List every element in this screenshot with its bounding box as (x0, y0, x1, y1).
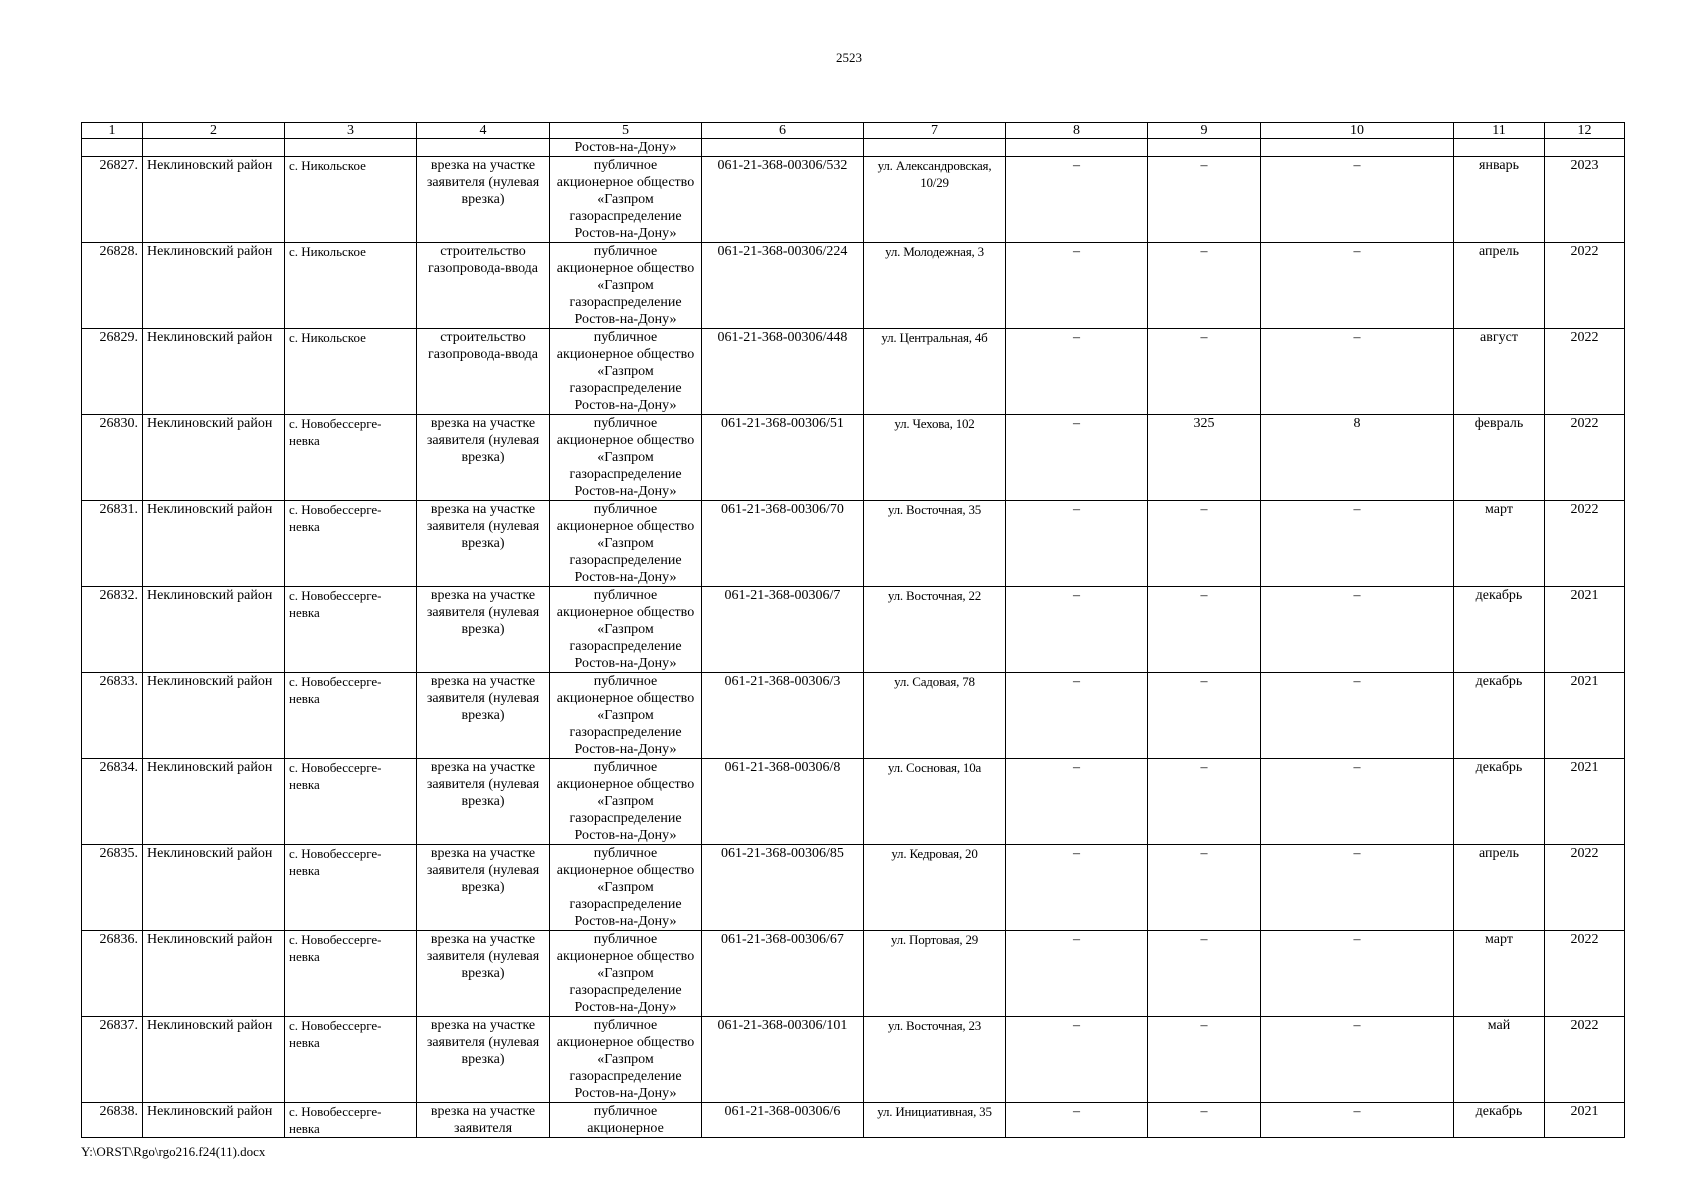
month-cell: май (1454, 1017, 1545, 1103)
column-8-cell: – (1006, 1103, 1148, 1138)
month-cell: январь (1454, 157, 1545, 243)
district-cell: Неклиновский район (143, 673, 285, 759)
column-header-10: 10 (1261, 123, 1454, 139)
address-cell: ул. Кедровая, 20 (864, 845, 1006, 931)
settlement-cell: с. Новобессерге-невка (285, 415, 417, 501)
table-row (82, 587, 1625, 673)
table-row (82, 1103, 1625, 1138)
row-number-cell: 26828. (82, 243, 143, 329)
settlement-cell: с. Новобессерге-невка (285, 673, 417, 759)
column-8-cell: – (1006, 1017, 1148, 1103)
continuation-cell (1006, 139, 1148, 157)
table-row (82, 845, 1625, 931)
column-8-cell: – (1006, 157, 1148, 243)
column-8-cell: – (1006, 759, 1148, 845)
contract-number-cell: 061-21-368-00306/8 (702, 759, 864, 845)
row-number-cell: 26836. (82, 931, 143, 1017)
table-row (82, 759, 1625, 845)
contract-number-cell: 061-21-368-00306/67 (702, 931, 864, 1017)
district-cell: Неклиновский район (143, 157, 285, 243)
settlement-cell: с. Новобессерге-невка (285, 931, 417, 1017)
year-cell: 2021 (1545, 759, 1625, 845)
district-cell: Неклиновский район (143, 845, 285, 931)
continuation-cell (1148, 139, 1261, 157)
column-10-cell: 8 (1261, 415, 1454, 501)
column-8-cell: – (1006, 587, 1148, 673)
year-cell: 2022 (1545, 931, 1625, 1017)
row-number-cell: 26838. (82, 1103, 143, 1138)
column-10-cell: – (1261, 931, 1454, 1017)
year-cell: 2022 (1545, 1017, 1625, 1103)
column-10-cell: – (1261, 759, 1454, 845)
column-number-header-row (82, 123, 1625, 139)
district-cell: Неклиновский район (143, 587, 285, 673)
settlement-cell: с. Никольское (285, 157, 417, 243)
table-row (82, 329, 1625, 415)
column-header-3: 3 (285, 123, 417, 139)
owner-cell: публичное акционерное общество «Газпром газораспределение Ростов-на-Дону» (550, 243, 702, 329)
column-10-cell: – (1261, 1017, 1454, 1103)
work-type-cell: врезка на участке заявителя (нулевая врезка) (417, 1017, 550, 1103)
column-9-cell: – (1148, 157, 1261, 243)
continuation-cell (285, 139, 417, 157)
owner-cell: публичное акционерное общество «Газпром газораспределение Ростов-на-Дону» (550, 329, 702, 415)
table-row (82, 673, 1625, 759)
address-cell: ул. Садовая, 78 (864, 673, 1006, 759)
column-8-cell: – (1006, 845, 1148, 931)
continuation-cell (864, 139, 1006, 157)
column-10-cell: – (1261, 845, 1454, 931)
address-cell: ул. Чехова, 102 (864, 415, 1006, 501)
row-number-cell: 26832. (82, 587, 143, 673)
settlement-cell: с. Новобессерге-невка (285, 759, 417, 845)
column-9-cell: – (1148, 501, 1261, 587)
column-9-cell: – (1148, 1103, 1261, 1138)
table-row (82, 243, 1625, 329)
column-8-cell: – (1006, 329, 1148, 415)
contract-number-cell: 061-21-368-00306/7 (702, 587, 864, 673)
work-type-cell: строительство газопровода-ввода (417, 243, 550, 329)
continuation-cell (702, 139, 864, 157)
column-header-7: 7 (864, 123, 1006, 139)
contract-number-cell: 061-21-368-00306/532 (702, 157, 864, 243)
column-header-1: 1 (82, 123, 143, 139)
column-header-12: 12 (1545, 123, 1625, 139)
month-cell: декабрь (1454, 587, 1545, 673)
table-row (82, 931, 1625, 1017)
page-number: 2523 (836, 50, 862, 65)
column-9-cell: – (1148, 673, 1261, 759)
work-type-cell: врезка на участке заявителя (нулевая врезка) (417, 845, 550, 931)
column-10-cell: – (1261, 329, 1454, 415)
column-9-cell: – (1148, 587, 1261, 673)
year-cell: 2021 (1545, 673, 1625, 759)
column-9-cell: – (1148, 329, 1261, 415)
district-cell: Неклиновский район (143, 329, 285, 415)
continuation-cell (1261, 139, 1454, 157)
district-cell: Неклиновский район (143, 1017, 285, 1103)
column-8-cell: – (1006, 931, 1148, 1017)
settlement-cell: с. Никольское (285, 243, 417, 329)
year-cell: 2021 (1545, 587, 1625, 673)
column-8-cell: – (1006, 673, 1148, 759)
year-cell: 2022 (1545, 329, 1625, 415)
contract-number-cell: 061-21-368-00306/51 (702, 415, 864, 501)
address-cell: ул. Восточная, 22 (864, 587, 1006, 673)
month-cell: февраль (1454, 415, 1545, 501)
continuation-cell (82, 139, 143, 157)
contract-number-cell: 061-21-368-00306/85 (702, 845, 864, 931)
table-row (82, 415, 1625, 501)
owner-cell: публичное акционерное общество «Газпром газораспределение Ростов-на-Дону» (550, 845, 702, 931)
month-cell: декабрь (1454, 1103, 1545, 1138)
month-cell: март (1454, 501, 1545, 587)
settlement-cell: с. Новобессерге-невка (285, 587, 417, 673)
row-number-cell: 26833. (82, 673, 143, 759)
work-type-cell: врезка на участке заявителя (нулевая врезка) (417, 587, 550, 673)
row-number-cell: 26835. (82, 845, 143, 931)
column-9-cell: 325 (1148, 415, 1261, 501)
column-10-cell: – (1261, 157, 1454, 243)
owner-cell: публичное акционерное общество «Газпром газораспределение Ростов-на-Дону» (550, 157, 702, 243)
column-header-9: 9 (1148, 123, 1261, 139)
owner-cell: публичное акционерное общество «Газпром газораспределение Ростов-на-Дону» (550, 931, 702, 1017)
contract-number-cell: 061-21-368-00306/3 (702, 673, 864, 759)
row-number-cell: 26827. (82, 157, 143, 243)
owner-cell: публичное акционерное общество «Газпром газораспределение Ростов-на-Дону» (550, 673, 702, 759)
work-type-cell: врезка на участке заявителя (нулевая врезка) (417, 759, 550, 845)
work-type-cell: врезка на участке заявителя (нулевая врезка) (417, 157, 550, 243)
year-cell: 2022 (1545, 243, 1625, 329)
settlement-cell: с. Новобессерге-невка (285, 1017, 417, 1103)
table-row (82, 1017, 1625, 1103)
row-number-cell: 26830. (82, 415, 143, 501)
column-9-cell: – (1148, 243, 1261, 329)
data-table (81, 122, 1625, 1138)
address-cell: ул. Восточная, 35 (864, 501, 1006, 587)
file-path-footer: Y:\ORST\Rgo\rgo216.f24(11).docx (81, 1144, 266, 1159)
column-9-cell: – (1148, 931, 1261, 1017)
address-cell: ул. Восточная, 23 (864, 1017, 1006, 1103)
address-cell: ул. Центральная, 4б (864, 329, 1006, 415)
column-header-8: 8 (1006, 123, 1148, 139)
continuation-owner-cell: Ростов-на-Дону» (550, 139, 702, 157)
column-header-6: 6 (702, 123, 864, 139)
column-header-4: 4 (417, 123, 550, 139)
column-header-11: 11 (1454, 123, 1545, 139)
column-10-cell: – (1261, 587, 1454, 673)
district-cell: Неклиновский район (143, 759, 285, 845)
contract-number-cell: 061-21-368-00306/448 (702, 329, 864, 415)
address-cell: ул. Молодежная, 3 (864, 243, 1006, 329)
month-cell: апрель (1454, 243, 1545, 329)
owner-cell: публичное акционерное (550, 1103, 702, 1138)
year-cell: 2022 (1545, 845, 1625, 931)
month-cell: апрель (1454, 845, 1545, 931)
work-type-cell: врезка на участке заявителя (нулевая врезка) (417, 501, 550, 587)
continuation-row (82, 139, 1625, 157)
column-10-cell: – (1261, 501, 1454, 587)
column-8-cell: – (1006, 501, 1148, 587)
continuation-cell (1545, 139, 1625, 157)
district-cell: Неклиновский район (143, 501, 285, 587)
contract-number-cell: 061-21-368-00306/224 (702, 243, 864, 329)
contract-number-cell: 061-21-368-00306/101 (702, 1017, 864, 1103)
contract-number-cell: 061-21-368-00306/70 (702, 501, 864, 587)
owner-cell: публичное акционерное общество «Газпром газораспределение Ростов-на-Дону» (550, 1017, 702, 1103)
table-row (82, 501, 1625, 587)
district-cell: Неклиновский район (143, 415, 285, 501)
year-cell: 2022 (1545, 415, 1625, 501)
column-8-cell: – (1006, 415, 1148, 501)
address-cell: ул. Александровская, 10/29 (864, 157, 1006, 243)
work-type-cell: врезка на участке заявителя (нулевая врезка) (417, 673, 550, 759)
year-cell: 2023 (1545, 157, 1625, 243)
month-cell: август (1454, 329, 1545, 415)
row-number-cell: 26837. (82, 1017, 143, 1103)
column-10-cell: – (1261, 243, 1454, 329)
month-cell: декабрь (1454, 759, 1545, 845)
address-cell: ул. Сосновая, 10а (864, 759, 1006, 845)
row-number-cell: 26829. (82, 329, 143, 415)
address-cell: ул. Портовая, 29 (864, 931, 1006, 1017)
year-cell: 2021 (1545, 1103, 1625, 1138)
column-9-cell: – (1148, 1017, 1261, 1103)
district-cell: Неклиновский район (143, 1103, 285, 1138)
work-type-cell: врезка на участке заявителя (417, 1103, 550, 1138)
district-cell: Неклиновский район (143, 931, 285, 1017)
table-row (82, 157, 1625, 243)
settlement-cell: с. Новобессерге-невка (285, 845, 417, 931)
year-cell: 2022 (1545, 501, 1625, 587)
work-type-cell: врезка на участке заявителя (нулевая врезка) (417, 931, 550, 1017)
column-8-cell: – (1006, 243, 1148, 329)
column-9-cell: – (1148, 759, 1261, 845)
owner-cell: публичное акционерное общество «Газпром газораспределение Ростов-на-Дону» (550, 759, 702, 845)
continuation-cell (1454, 139, 1545, 157)
settlement-cell: с. Новобессерге-невка (285, 501, 417, 587)
row-number-cell: 26831. (82, 501, 143, 587)
month-cell: март (1454, 931, 1545, 1017)
continuation-cell (417, 139, 550, 157)
row-number-cell: 26834. (82, 759, 143, 845)
column-9-cell: – (1148, 845, 1261, 931)
work-type-cell: врезка на участке заявителя (нулевая врезка) (417, 415, 550, 501)
work-type-cell: строительство газопровода-ввода (417, 329, 550, 415)
month-cell: декабрь (1454, 673, 1545, 759)
district-cell: Неклиновский район (143, 243, 285, 329)
settlement-cell: с. Никольское (285, 329, 417, 415)
column-header-5: 5 (550, 123, 702, 139)
owner-cell: публичное акционерное общество «Газпром газораспределение Ростов-на-Дону» (550, 587, 702, 673)
continuation-cell (143, 139, 285, 157)
column-header-2: 2 (143, 123, 285, 139)
column-10-cell: – (1261, 1103, 1454, 1138)
address-cell: ул. Инициативная, 35 (864, 1103, 1006, 1138)
contract-number-cell: 061-21-368-00306/6 (702, 1103, 864, 1138)
owner-cell: публичное акционерное общество «Газпром газораспределение Ростов-на-Дону» (550, 415, 702, 501)
column-10-cell: – (1261, 673, 1454, 759)
settlement-cell: с. Новобессерге-невка (285, 1103, 417, 1138)
owner-cell: публичное акционерное общество «Газпром газораспределение Ростов-на-Дону» (550, 501, 702, 587)
